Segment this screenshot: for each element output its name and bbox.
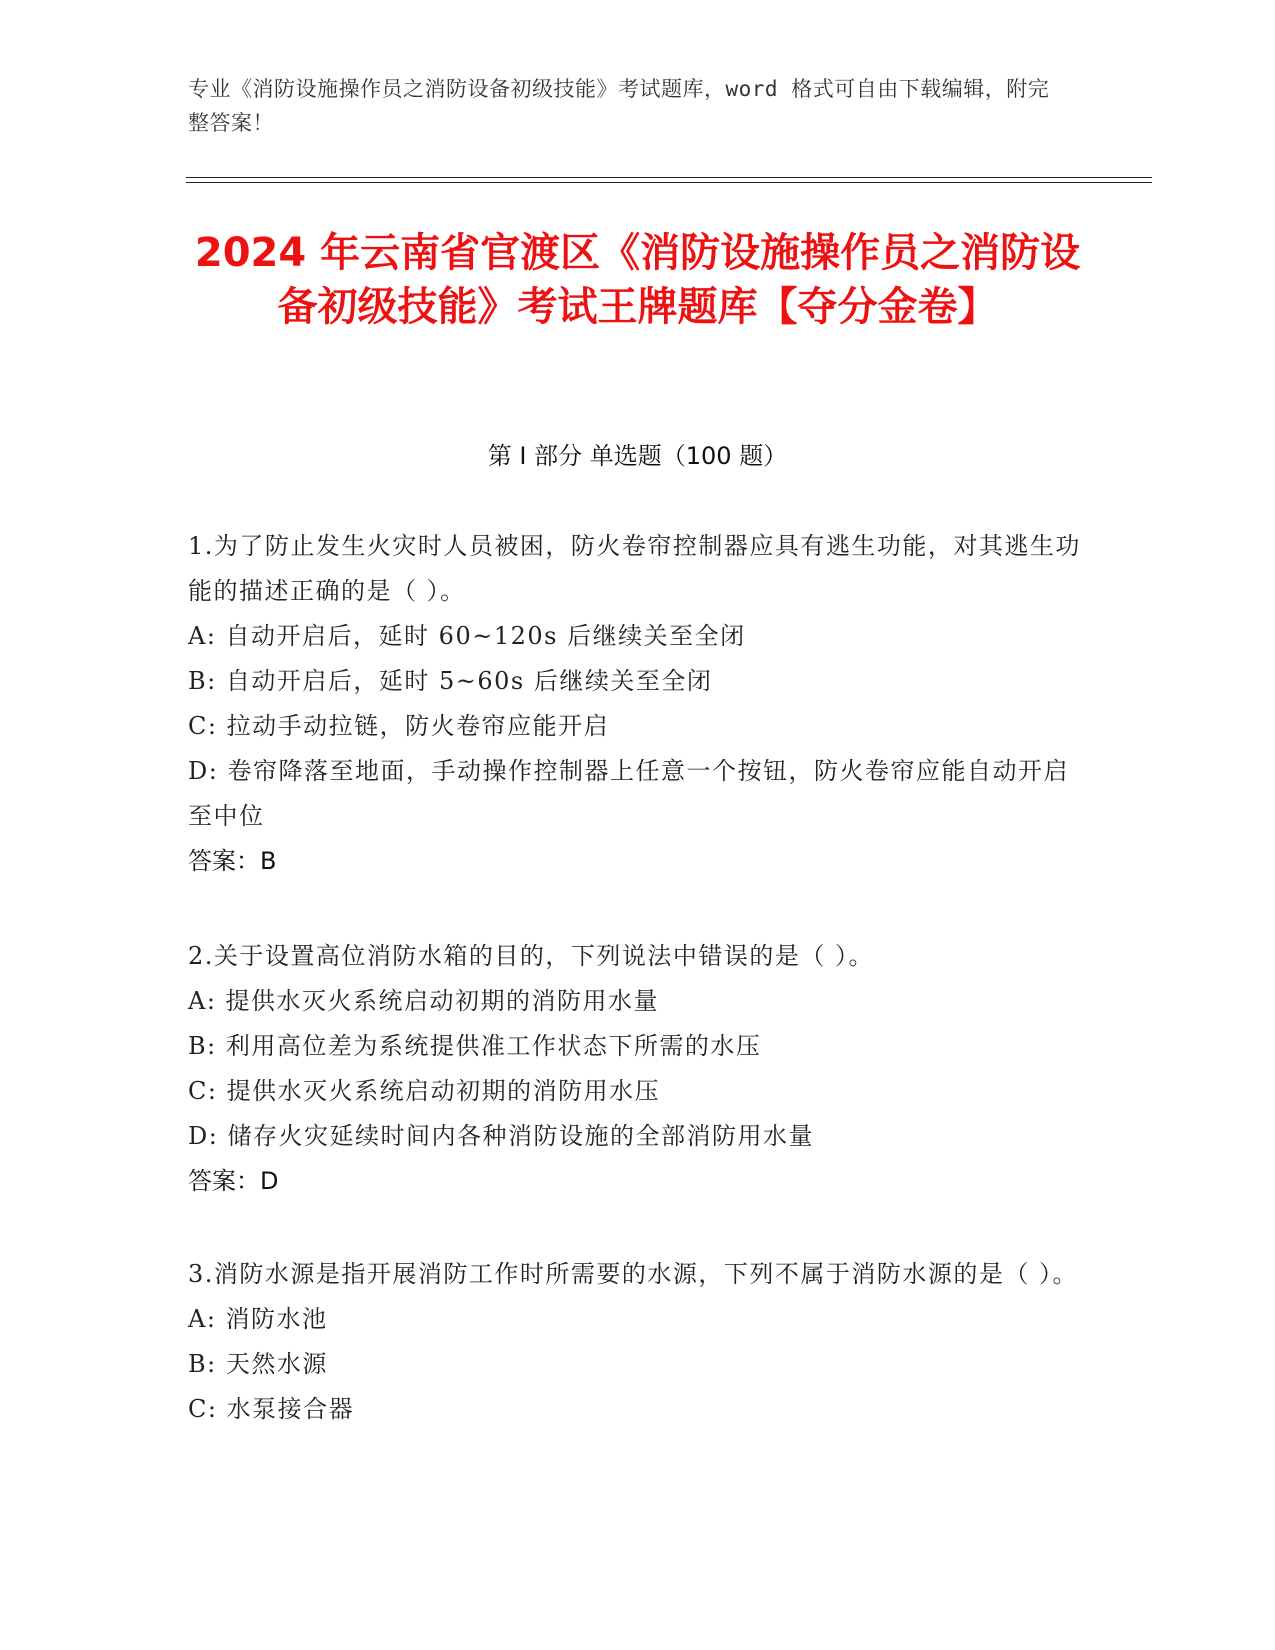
question-stem: 1.为了防止发生火灾时人员被困，防火卷帘控制器应具有逃生功能，对其逃生功能的描述正确的是（ ）。 bbox=[188, 532, 1081, 605]
header-divider-top bbox=[186, 177, 1152, 178]
document-title: 2024 年云南省官渡区《消防设施操作员之消防设备初级技能》考试王牌题库【夺分金卷】 bbox=[194, 230, 1081, 330]
answer-line: 答案：B bbox=[188, 847, 277, 875]
question-stem: 3.消防水源是指开展消防工作时所需要的水源，下列不属于消防水源的是（ ）。 bbox=[188, 1260, 1079, 1288]
option-b: B: 天然水源 bbox=[188, 1350, 328, 1378]
option-c: C: 拉动手动拉链，防火卷帘应能开启 bbox=[188, 712, 610, 740]
option-b: B: 自动开启后，延时 5~60s 后继续关至全闭 bbox=[188, 667, 713, 695]
question-1 bbox=[188, 524, 1088, 884]
option-c: C: 水泵接合器 bbox=[188, 1395, 355, 1423]
header-note: 专业《消防设施操作员之消防设备初级技能》考试题库，word 格式可自由下载编辑，附完整答案！ bbox=[188, 77, 1050, 135]
option-b: B: 利用高位差为系统提供准工作状态下所需的水压 bbox=[188, 1032, 762, 1060]
section-title: 第 I 部分 单选题（100 题） bbox=[487, 442, 788, 470]
question-stem: 2.关于设置高位消防水箱的目的，下列说法中错误的是（ ）。 bbox=[188, 942, 875, 970]
option-c: C: 提供水灭火系统启动初期的消防用水压 bbox=[188, 1077, 661, 1105]
header-divider-bottom bbox=[186, 182, 1152, 183]
option-a: A: 提供水灭火系统启动初期的消防用水量 bbox=[188, 987, 660, 1015]
option-d: D: 卷帘降落至地面，手动操作控制器上任意一个按钮，防火卷帘应能自动开启至中位 bbox=[188, 757, 1069, 830]
option-a: A: 自动开启后，延时 60~120s 后继续关至全闭 bbox=[188, 622, 746, 650]
question-2 bbox=[188, 934, 1088, 1204]
question-3 bbox=[188, 1252, 1088, 1432]
answer-line: 答案：D bbox=[188, 1167, 279, 1195]
option-a: A: 消防水池 bbox=[188, 1305, 328, 1333]
option-d: D: 储存火灾延续时间内各种消防设施的全部消防用水量 bbox=[188, 1122, 814, 1150]
